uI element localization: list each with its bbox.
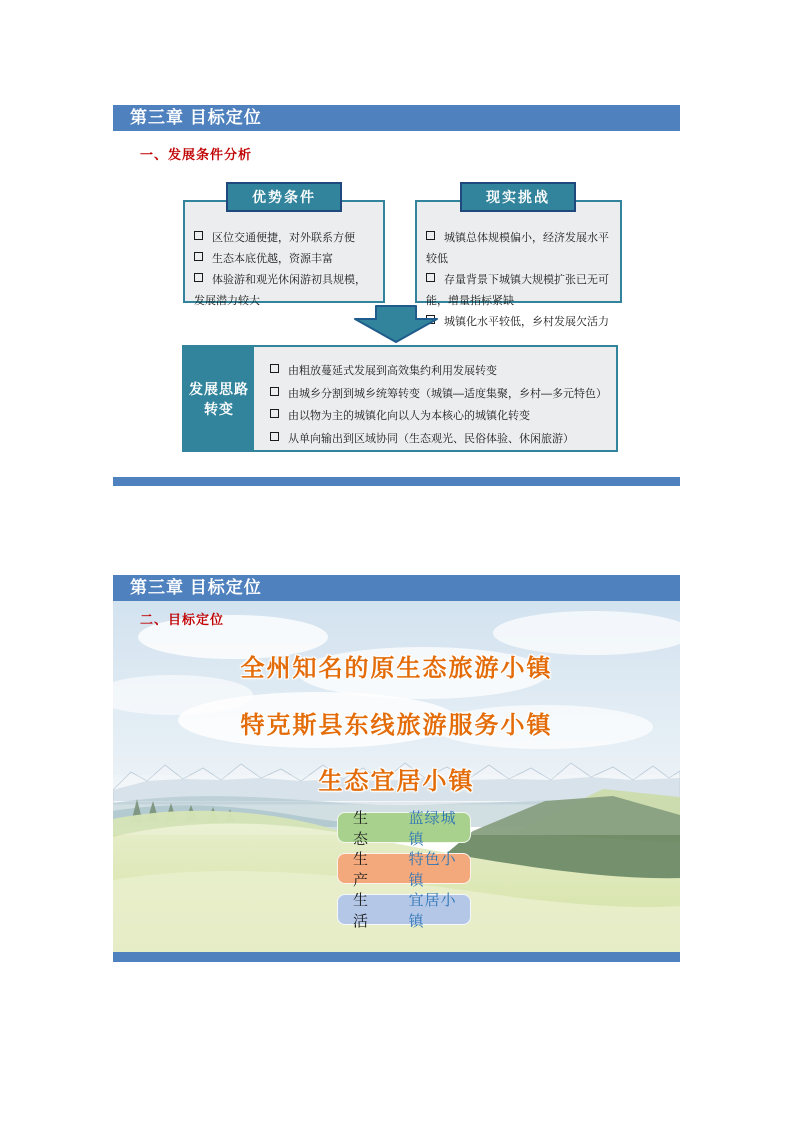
list-item bbox=[426, 312, 612, 333]
list-item-text: 由以物为主的城镇化向以人为本核心的城镇化转变 bbox=[288, 410, 530, 422]
list-item bbox=[270, 428, 610, 451]
advantages-panel bbox=[183, 200, 385, 307]
list-item-text: 由城乡分割到城乡统筹转变（城镇—适度集聚，乡村—多元特色） bbox=[288, 387, 607, 400]
positioning-row-ecology bbox=[337, 808, 471, 848]
positioning-label: 生产 bbox=[353, 849, 370, 889]
advantages-tab: 优势条件 bbox=[226, 182, 342, 212]
list-item bbox=[270, 383, 610, 406]
list-item bbox=[270, 405, 610, 428]
transformation-label-line2: 转变 bbox=[204, 400, 234, 417]
positioning-row-life bbox=[337, 890, 471, 930]
goal-line-3: 生态宜居小镇 bbox=[318, 768, 475, 795]
bullet-square-icon bbox=[194, 231, 203, 240]
list-item bbox=[194, 270, 375, 312]
transformation-panel bbox=[182, 345, 618, 452]
slide1-section-heading: 一、发展条件分析 bbox=[140, 147, 253, 162]
list-item bbox=[270, 360, 610, 383]
slide1-header-bar bbox=[113, 105, 680, 131]
challenges-panel bbox=[415, 200, 622, 328]
slide-2 bbox=[113, 575, 680, 962]
challenges-list bbox=[417, 202, 620, 339]
slide2-title: 第三章 目标定位 bbox=[130, 578, 262, 597]
slide2-section-heading: 二、目标定位 bbox=[140, 612, 225, 627]
list-item-text: 从单向输出到区域协同（生态观光、民俗体验、休闲旅游） bbox=[288, 432, 574, 445]
list-item bbox=[194, 249, 375, 270]
bullet-square-icon bbox=[194, 252, 203, 261]
positioning-row-production bbox=[337, 849, 471, 889]
bullet-square-icon bbox=[194, 273, 203, 282]
goal-line-1: 全州知名的原生态旅游小镇 bbox=[240, 655, 553, 682]
transformation-list bbox=[254, 347, 616, 450]
down-arrow-icon bbox=[353, 305, 439, 343]
list-item-text: 城镇化水平较低，乡村发展欠活力 bbox=[444, 316, 609, 328]
list-item-text: 生态本底优越，资源丰富 bbox=[212, 253, 333, 265]
slide2-bottom-bar bbox=[113, 952, 680, 962]
list-item-text: 区位交通便捷，对外联系方便 bbox=[212, 232, 355, 244]
list-item bbox=[194, 228, 375, 249]
transformation-label bbox=[184, 347, 254, 450]
slide1-bottom-bar bbox=[113, 477, 680, 486]
bullet-square-icon bbox=[270, 364, 279, 373]
list-item-text: 体验游和观光休闲游初具规模，发展潜力较大 bbox=[194, 274, 366, 307]
list-item-text: 城镇总体规模偏小，经济发展水平较低 bbox=[426, 232, 609, 265]
bullet-square-icon bbox=[426, 231, 435, 240]
bullet-square-icon bbox=[270, 409, 279, 418]
slide2-header-bar bbox=[113, 575, 680, 601]
bullet-square-icon bbox=[426, 273, 435, 282]
transformation-label-line1: 发展思路 bbox=[189, 380, 249, 397]
bullet-square-icon bbox=[270, 387, 279, 396]
positioning-label: 生态 bbox=[353, 808, 370, 848]
positioning-value: 蓝绿城镇 bbox=[408, 808, 457, 848]
list-item bbox=[426, 228, 612, 270]
bullet-square-icon bbox=[270, 432, 279, 441]
list-item-text: 由粗放蔓延式发展到高效集约利用发展转变 bbox=[288, 365, 497, 377]
positioning-label: 生活 bbox=[353, 890, 370, 930]
positioning-value: 宜居小镇 bbox=[408, 890, 457, 930]
list-item bbox=[426, 270, 612, 312]
slide-1 bbox=[113, 105, 680, 486]
challenges-tab: 现实挑战 bbox=[460, 182, 576, 212]
positioning-value: 特色小镇 bbox=[408, 849, 457, 889]
slide1-title: 第三章 目标定位 bbox=[130, 108, 262, 127]
list-item-text: 存量背景下城镇大规模扩张已无可能，增量指标紧缺 bbox=[426, 274, 609, 307]
advantages-list bbox=[185, 202, 383, 318]
goal-line-2: 特克斯县东线旅游服务小镇 bbox=[240, 712, 553, 739]
